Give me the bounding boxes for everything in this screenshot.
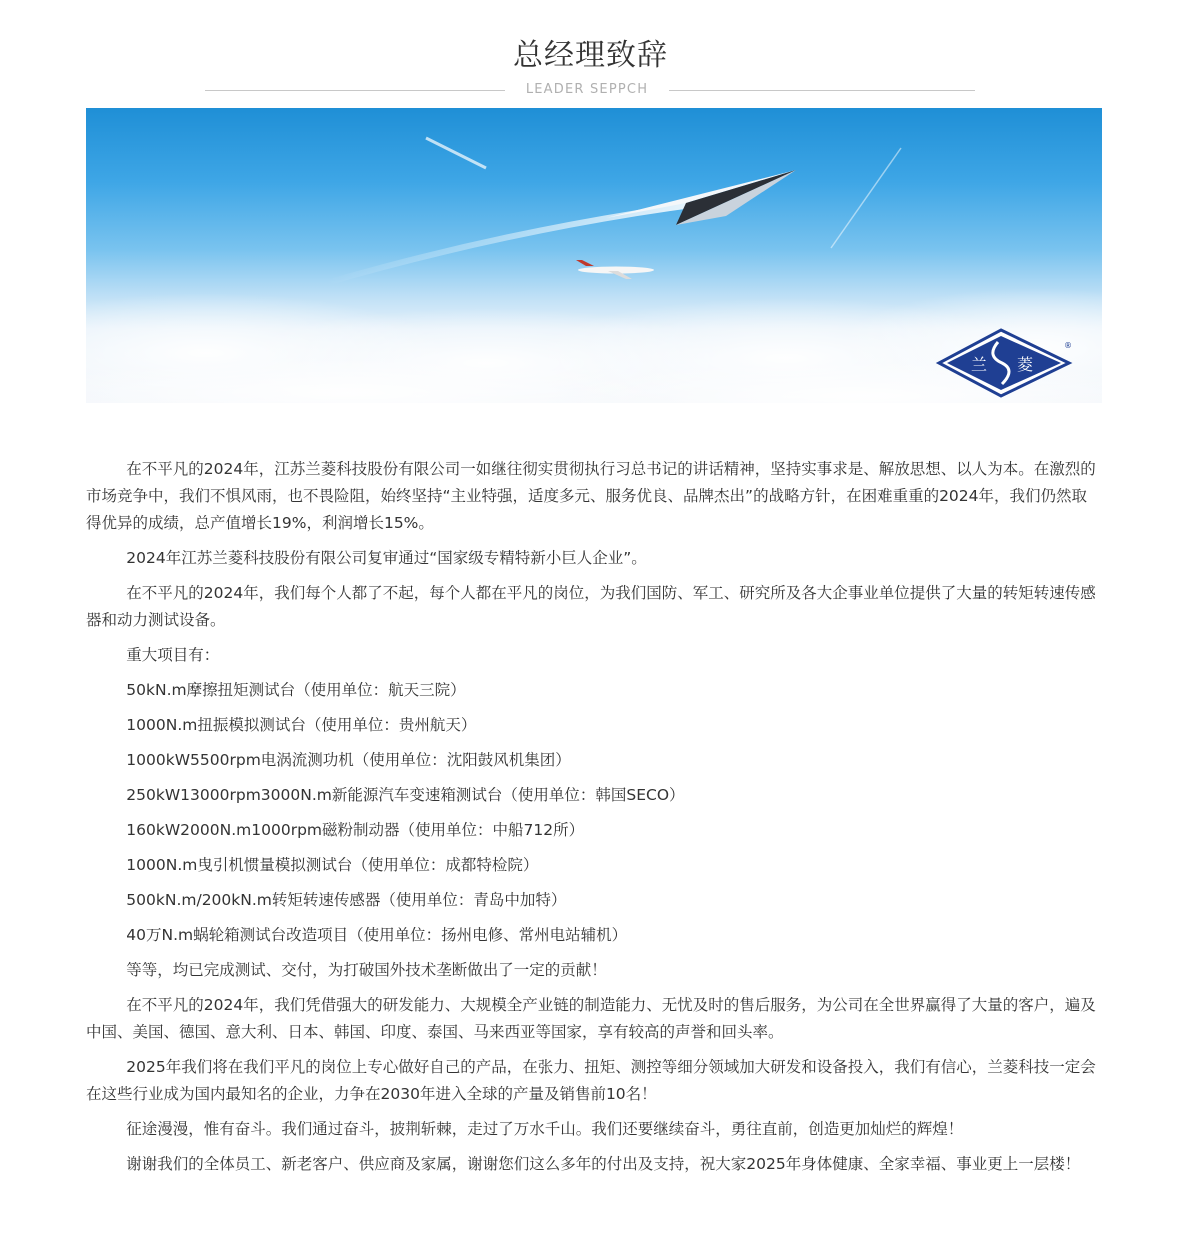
paragraph: 在不平凡的2024年，江苏兰菱科技股份有限公司一如继往彻实贯彻执行习总书记的讲话精神，坚持实事求是、解放思想、以人为本。在激烈的市场竞争中，我们不惧风雨，也不畏险阻，始终坚持“主业特强，适度多元、服务优良、品牌杰出”的战略方针，在困难重重的2024年，我们仍然取得优异的成绩，总产值增长19%，利润增长15%。 (86, 460, 1096, 532)
page-subtitle: LEADER SEPPCH (525, 82, 649, 97)
banner-illustration (86, 108, 1102, 403)
project-item: 1000N.m扭振模拟测试台（使用单位：贵州航天） (126, 716, 477, 734)
light-streak (426, 138, 486, 168)
speech-content (86, 456, 1102, 1186)
project-item: 40万N.m蜗轮箱测试台改造项目（使用单位：扬州电修、常州电站辅机） (126, 926, 628, 944)
subtitle-row (205, 80, 975, 100)
paragraph: 2024年江苏兰菱科技股份有限公司复审通过“国家级专精特新小巨人企业”。 (126, 549, 647, 567)
project-item: 50kN.m摩擦扭矩测试台（使用单位：航天三院） (126, 681, 466, 699)
page-header (0, 0, 1181, 100)
paragraph: 在不平凡的2024年，我们凭借强大的研发能力、大规模全产业链的制造能力、无忧及时的售后服务，为公司在全世界赢得了大量的客户，遍及中国、美国、德国、意大利、日本、韩国、印度、泰国、马来西亚等国家，享有较高的声誉和回头率。 (86, 996, 1096, 1041)
banner-image (86, 108, 1102, 403)
paragraph: 谢谢我们的全体员工、新老客户、供应商及家属，谢谢您们这么多年的付出及支持，祝大家2025年身体健康、全家幸福、事业更上一层楼！ (126, 1155, 1081, 1173)
project-item: 500kN.m/200kN.m转矩转速传感器（使用单位：青岛中加特） (126, 891, 567, 909)
project-item: 250kW13000rpm3000N.m新能源汽车变速箱测试台（使用单位：韩国SECO） (126, 786, 685, 804)
paragraph: 征途漫漫，惟有奋斗。我们通过奋斗，披荆斩棘，走过了万水千山。我们还要继续奋斗，勇往直前，创造更加灿烂的辉煌！ (126, 1120, 964, 1138)
project-item: 1000N.m曳引机惯量模拟测试台（使用单位：成都特检院） (126, 856, 539, 874)
paragraph: 在不平凡的2024年，我们每个人都了不起，每个人都在平凡的岗位，为我们国防、军工、研究所及各大企事业单位提供了大量的转矩转速传感器和动力测试设备。 (86, 584, 1096, 629)
paragraph: 等等，均已完成测试、交付，为打破国外技术垄断做出了一定的贡献！ (126, 961, 607, 979)
logo-text-right: 菱 (1016, 355, 1034, 374)
logo-text-left: 兰 (970, 355, 988, 374)
paragraph: 2025年我们将在我们平凡的岗位上专心做好自己的产品，在张力、扭矩、测控等细分领域加大研发和设备投入，我们有信心，兰菱科技一定会在这些行业成为国内最知名的企业，力争在2030年进入全球的产量及销售前10名！ (86, 1058, 1096, 1103)
paragraph: 重大项目有： (126, 646, 220, 664)
light-streak (831, 148, 901, 248)
paper-plane-icon (606, 170, 796, 225)
divider-left (205, 90, 505, 91)
project-item: 160kW2000N.m1000rpm磁粉制动器（使用单位：中船712所） (126, 821, 585, 839)
divider-right (669, 90, 975, 91)
registered-mark: ® (1064, 341, 1072, 350)
project-item: 1000kW5500rpm电涡流测功机（使用单位：沈阳鼓风机集团） (126, 751, 571, 769)
cloud-layer (86, 288, 1102, 403)
airplane-icon (576, 260, 654, 279)
page-title: 总经理致辞 (513, 38, 668, 73)
